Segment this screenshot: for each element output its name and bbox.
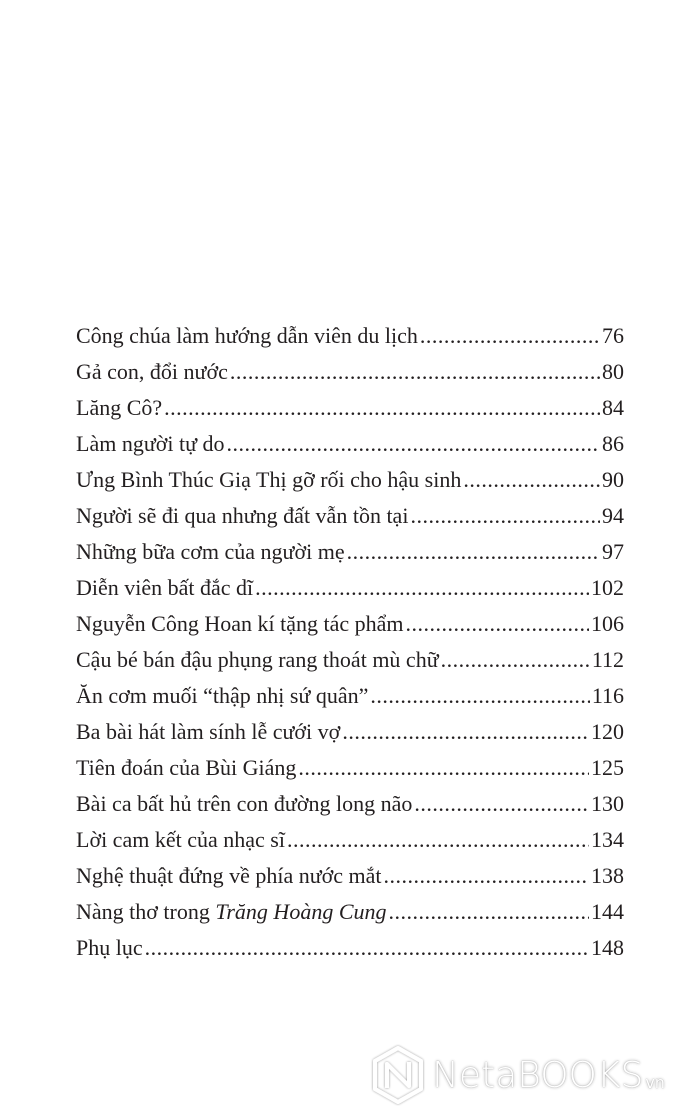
toc-leader-dots: [227, 426, 600, 462]
toc-entry-page: 102: [591, 575, 624, 600]
toc-leader-dots: [389, 894, 590, 930]
toc-entry-title: Lăng Cô?: [76, 395, 163, 420]
toc-entry-page: 130: [591, 791, 624, 816]
toc-entry-title: Tiên đoán của Bùi Giáng: [76, 755, 297, 780]
toc-entry-page: 125: [591, 755, 624, 780]
toc-entry-page: 94: [602, 503, 624, 528]
toc-leader-dots: [410, 498, 600, 534]
toc-entry-title-italic: Trăng Hoàng Cung: [215, 899, 387, 924]
toc-entry: [76, 822, 624, 858]
toc-leader-dots: [164, 390, 600, 426]
toc-entry: [76, 498, 624, 534]
toc-entry-page: 116: [591, 683, 624, 708]
toc-entry: [76, 570, 624, 606]
toc-entry-title: Gả con, đổi nước: [76, 359, 228, 384]
toc-leader-dots: [145, 930, 589, 966]
toc-leader-dots: [420, 318, 600, 354]
toc-leader-dots: [298, 750, 589, 786]
toc-entry-page: 86: [602, 431, 624, 456]
toc-leader-dots: [384, 858, 589, 894]
toc-entry-title: Người sẽ đi qua nhưng đất vẫn tồn tại: [76, 503, 409, 528]
toc-entry: [76, 930, 624, 966]
toc-entry-title: Ăn cơm muối “thập nhị sứ quân”: [76, 683, 369, 708]
toc-entry-page: 112: [591, 647, 624, 672]
toc-leader-dots: [287, 822, 589, 858]
toc-entry: [76, 858, 624, 894]
toc-entry-page: 106: [591, 611, 624, 636]
toc-entry-page: 148: [591, 935, 624, 960]
toc-leader-dots: [347, 534, 600, 570]
toc-entry: [76, 462, 624, 498]
toc-entry-page: 120: [591, 719, 624, 744]
toc-entry-page: 134: [591, 827, 624, 852]
toc-entry-title: [76, 894, 387, 930]
toc-leader-dots: [463, 462, 600, 498]
toc-leader-dots: [406, 606, 590, 642]
toc-entry: [76, 354, 624, 390]
toc-leader-dots: [342, 714, 589, 750]
toc-leader-dots: [230, 354, 600, 390]
toc-entry-page: 138: [591, 863, 624, 888]
toc-entry-title: Diễn viên bất đắc dĩ: [76, 575, 254, 600]
toc-entry-title-prefix: Nàng thơ trong: [76, 899, 216, 924]
toc-entry-title: Công chúa làm hướng dẫn viên du lịch: [76, 323, 418, 348]
toc-entry: [76, 678, 624, 714]
toc-entry-page: 144: [591, 899, 624, 924]
toc-entry-title: Phụ lục: [76, 935, 143, 960]
toc-entry: [76, 390, 624, 426]
toc-entry-title: Làm người tự do: [76, 431, 225, 456]
toc-entry-page: 90: [602, 467, 624, 492]
toc-entry-page: 97: [602, 539, 624, 564]
toc-entry-title: Bài ca bất hủ trên con đường long não: [76, 791, 413, 816]
toc-entry-page: 76: [602, 323, 624, 348]
table-of-contents: [76, 318, 624, 966]
watermark-brand: NetaBOOKS: [432, 1054, 644, 1096]
toc-entry: [76, 534, 624, 570]
toc-entry-page: 80: [602, 359, 624, 384]
toc-entry: [76, 606, 624, 642]
toc-leader-dots: [414, 786, 589, 822]
toc-entry: [76, 894, 624, 930]
toc-entry: [76, 750, 624, 786]
toc-entry-title: Lời cam kết của nhạc sĩ: [76, 827, 285, 852]
toc-leader-dots: [255, 570, 589, 606]
netabooks-hexagon-logo-icon: [370, 1044, 426, 1106]
toc-entry: [76, 318, 624, 354]
toc-entry-title: Cậu bé bán đậu phụng rang thoát mù chữ: [76, 647, 439, 672]
toc-entry: [76, 642, 624, 678]
toc-entry-title: Nguyễn Công Hoan kí tặng tác phẩm: [76, 611, 404, 636]
watermark-suffix: vn: [645, 1072, 665, 1092]
toc-entry: [76, 714, 624, 750]
toc-leader-dots: [441, 642, 590, 678]
toc-entry-title: Những bữa cơm của người mẹ: [76, 539, 345, 564]
toc-entry: [76, 426, 624, 462]
toc-entry: [76, 786, 624, 822]
toc-entry-title: Ba bài hát làm sính lễ cưới vợ: [76, 719, 341, 744]
toc-entry-title: Ưng Bình Thúc Giạ Thị gỡ rối cho hậu sinh: [76, 467, 462, 492]
toc-entry-title: Nghệ thuật đứng về phía nước mắt: [76, 863, 382, 888]
toc-entry-page: 84: [602, 395, 624, 420]
netabooks-watermark: [370, 1040, 690, 1110]
toc-leader-dots: [370, 678, 589, 714]
